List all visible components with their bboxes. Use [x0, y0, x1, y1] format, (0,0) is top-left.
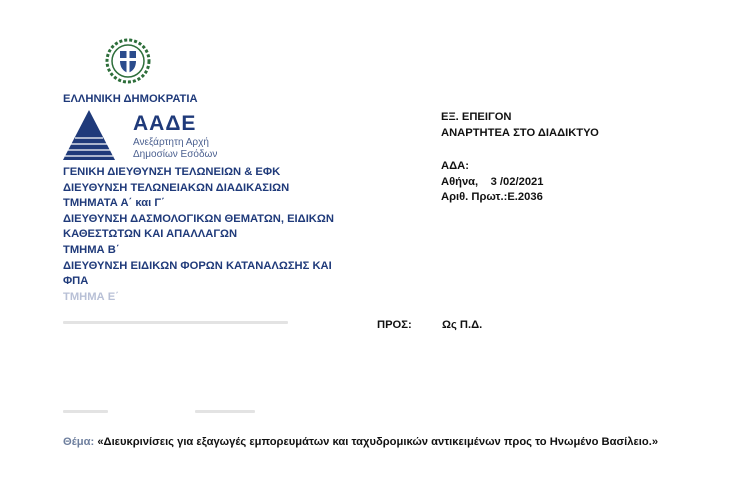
department-line: ΔΙΕΥΘΥΝΣΗ ΤΕΛΩΝΕΙΑΚΩΝ ΔΙΑΔΙΚΑΣΙΩΝ — [63, 181, 290, 194]
department-list — [63, 165, 383, 305]
date-line: Αθήνα, 3 /02/2021 — [441, 175, 544, 188]
department-line: ΤΜΗΜΑ Β΄ — [63, 243, 120, 256]
department-line: ΔΙΕΥΘΥΝΣΗ ΔΑΣΜΟΛΟΓΙΚΩΝ ΘΕΜΑΤΩΝ, ΕΙΔΙΚΩΝ — [63, 212, 334, 225]
publish-label: ΑΝΑΡΤΗΤΕΑ ΣΤΟ ΔΙΑΔΙΚΤΥΟ — [441, 126, 599, 139]
redacted-line — [63, 410, 108, 413]
logo-subtitle — [133, 137, 217, 161]
department-line: ΚΑΘΕΣΤΩΤΩΝ ΚΑΙ ΑΠΑΛΛΑΓΩΝ — [63, 228, 238, 241]
ada-label: ΑΔΑ: — [441, 160, 469, 173]
redacted-line — [63, 321, 288, 324]
aade-logo-icon — [63, 110, 115, 160]
subject-paragraph — [63, 434, 708, 451]
department-line: ΦΠΑ — [63, 275, 89, 288]
protocol-number: Αριθ. Πρωτ.:Ε.2036 — [441, 191, 543, 204]
recipient-value: Ως Π.Δ. — [442, 319, 483, 331]
subject-text: «Διευκρινίσεις για εξαγωγές εμπορευμάτων και ταχυδρομικών αντικειμένων προς το Ηνωμένο Βασίλειο.» — [97, 436, 659, 448]
department-line: ΤΜΗΜΑΤΑ Α΄ και Γ΄ — [63, 197, 165, 210]
aade-logo — [63, 110, 263, 162]
subject-label: Θέμα: — [63, 436, 95, 448]
urgent-label: ΕΞ. ΕΠΕΙΓΟΝ — [441, 111, 512, 123]
redacted-line — [195, 410, 255, 413]
department-line: ΓΕΝΙΚΗ ΔΙΕΥΘΥΝΣΗ ΤΕΛΩΝΕΙΩΝ & ΕΦΚ — [63, 166, 281, 178]
logo-subtitle-line-1: Ανεξάρτητη Αρχή — [133, 137, 209, 148]
republic-heading: ΕΛΛΗΝΙΚΗ ΔΗΜΟΚΡΑΤΙΑ — [63, 93, 198, 105]
document-meta — [441, 110, 701, 206]
logo-acronym: ΑΑΔΕ — [133, 112, 197, 135]
greek-coat-of-arms-icon — [105, 38, 151, 84]
recipient-label: ΠΡΟΣ: — [377, 319, 412, 331]
logo-subtitle-line-2: Δημοσίων Εσόδων — [133, 149, 218, 160]
department-line: ΤΜΗΜΑ Ε΄ — [63, 290, 119, 303]
department-line: ΔΙΕΥΘΥΝΣΗ ΕΙΔΙΚΩΝ ΦΟΡΩΝ ΚΑΤΑΝΑΛΩΣΗΣ ΚΑΙ — [63, 259, 332, 272]
